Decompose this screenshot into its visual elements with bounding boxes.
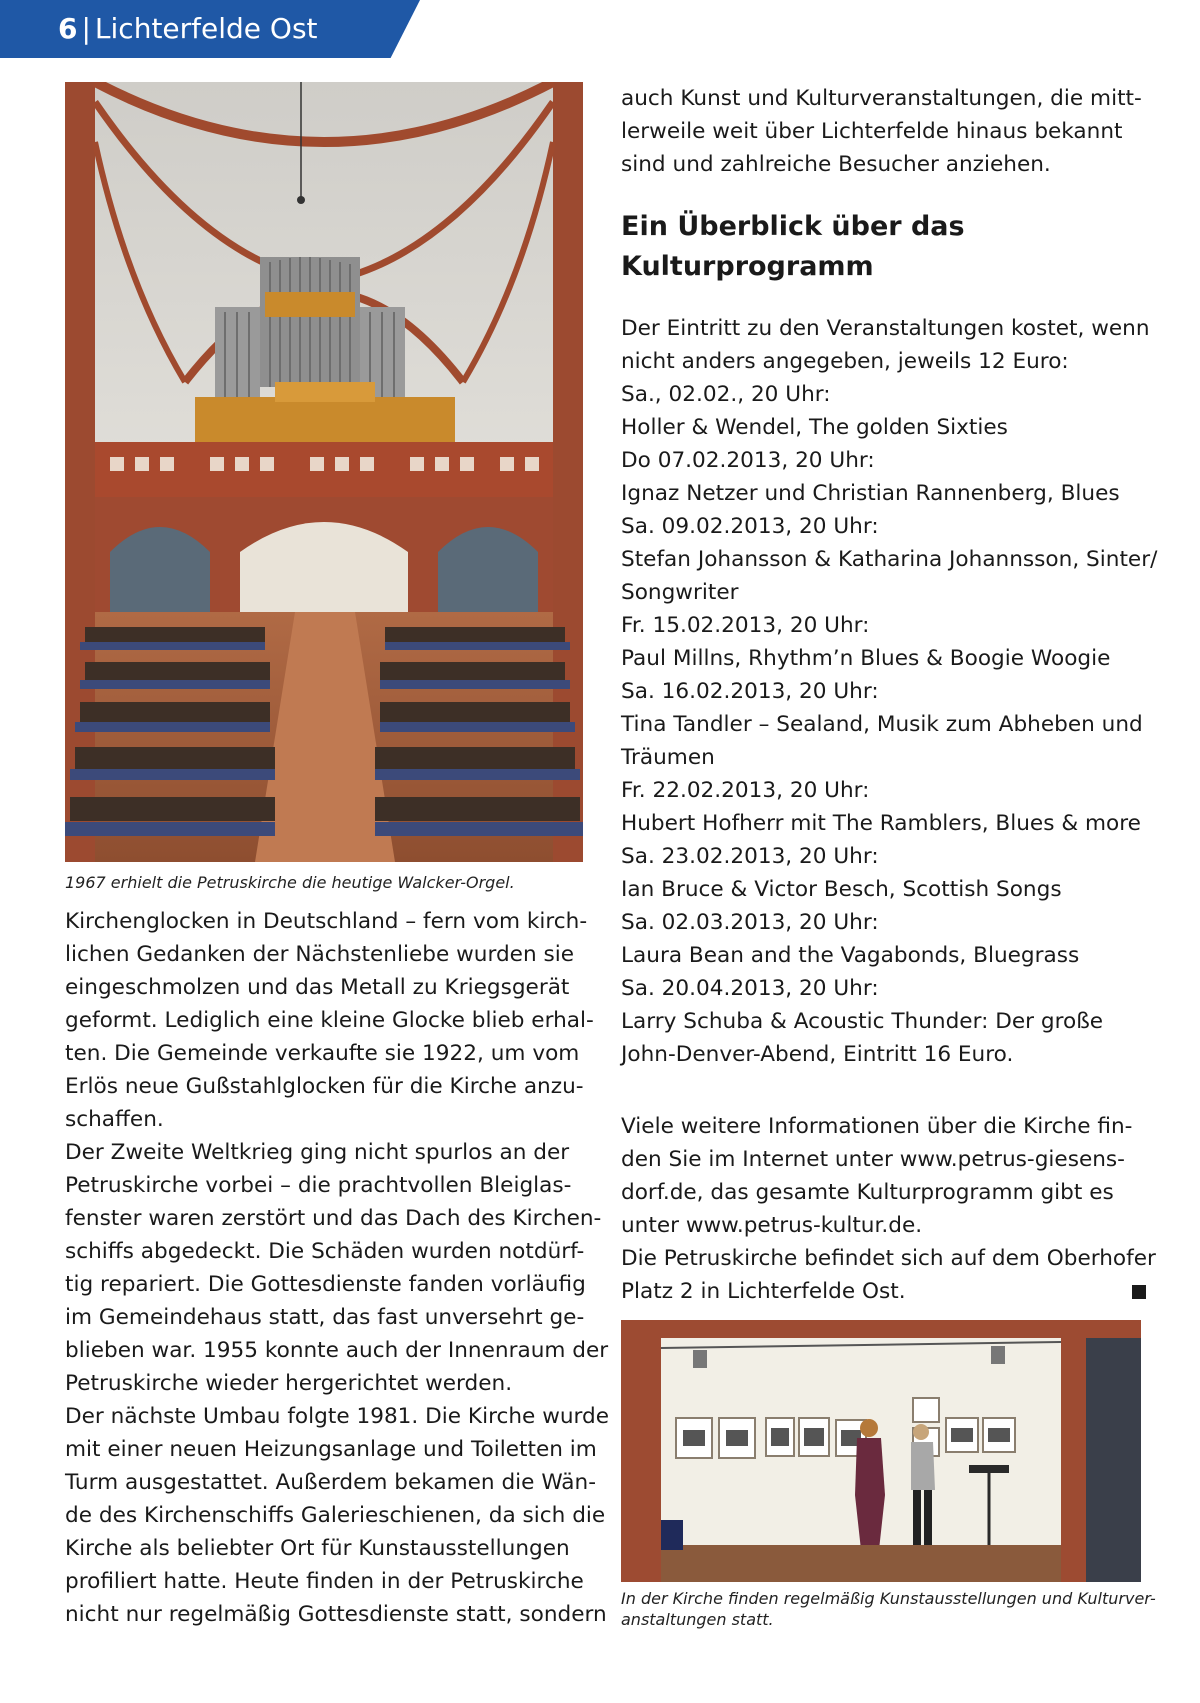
program-list bbox=[621, 312, 1158, 1071]
text-line bbox=[621, 1275, 1146, 1308]
exhibition-photo bbox=[621, 1320, 1141, 1582]
text-line: sind und zahlreiche Besucher anziehen. bbox=[621, 152, 1051, 177]
caption-line: anstaltungen statt. bbox=[621, 1610, 774, 1629]
program-line: Paul Millns, Rhythm’n Blues & Boogie Woogie bbox=[621, 646, 1111, 671]
text-line: Erlös neue Gußstahlglocken für die Kirche anzu- bbox=[65, 1074, 584, 1099]
program-line: Sa., 02.02., 20 Uhr: bbox=[621, 382, 831, 407]
program-line: Tina Tandler – Sealand, Musik zum Abheben und bbox=[621, 712, 1143, 737]
text-line: schiffs abgedeckt. Die Schäden wurden notdürf- bbox=[65, 1239, 585, 1264]
caption-line: In der Kirche finden regelmäßig Kunstausstellungen und Kulturver- bbox=[621, 1589, 1156, 1608]
text-line: Petruskirche vorbei – die prachtvollen Bleiglas- bbox=[65, 1173, 572, 1198]
end-of-article-icon bbox=[1132, 1285, 1146, 1299]
program-line: Ian Bruce & Victor Besch, Scottish Songs bbox=[621, 877, 1062, 902]
heading-line: Ein Überblick über das bbox=[621, 211, 965, 242]
text-line: Kirche als beliebter Ort für Kunstausstellungen bbox=[65, 1536, 570, 1561]
program-line: Sa. 16.02.2013, 20 Uhr: bbox=[621, 679, 879, 704]
text-line: eingeschmolzen und das Metall zu Kriegsgerät bbox=[65, 975, 570, 1000]
text-line: Turm ausgestattet. Außerdem bekamen die Wän- bbox=[65, 1470, 597, 1495]
text-line: blieben war. 1955 konnte auch der Innenraum der bbox=[65, 1338, 609, 1363]
photo-caption-right bbox=[621, 1588, 1156, 1630]
program-line: Stefan Johansson & Katharina Johannsson, Sinter/ bbox=[621, 547, 1158, 572]
program-line: Sa. 23.02.2013, 20 Uhr: bbox=[621, 844, 879, 869]
section-title: Lichterfelde Ost bbox=[94, 12, 318, 45]
text-line: de des Kirchenschiffs Galerieschienen, da sich die bbox=[65, 1503, 606, 1528]
text-line: unter www.petrus-kultur.de. bbox=[621, 1213, 923, 1238]
right-info-text bbox=[621, 1110, 1156, 1308]
text-line: profiliert hatte. Heute finden in der Petruskirche bbox=[65, 1569, 584, 1594]
church-interior-photo bbox=[65, 82, 583, 862]
text-line: dorf.de, das gesamte Kulturprogramm gibt es bbox=[621, 1180, 1114, 1205]
program-line: Sa. 09.02.2013, 20 Uhr: bbox=[621, 514, 879, 539]
photo-caption-left: 1967 erhielt die Petruskirche die heutige Walcker-Orgel. bbox=[65, 873, 515, 892]
program-line: Songwriter bbox=[621, 580, 739, 605]
text-line: fenster waren zerstört und das Dach des Kirchen- bbox=[65, 1206, 602, 1231]
program-line: Fr. 22.02.2013, 20 Uhr: bbox=[621, 778, 870, 803]
program-line: Fr. 15.02.2013, 20 Uhr: bbox=[621, 613, 870, 638]
text-line: im Gemeindehaus statt, das fast unversehrt ge- bbox=[65, 1305, 585, 1330]
text-line: Der nächste Umbau folgte 1981. Die Kirche wurde bbox=[65, 1404, 610, 1429]
text-line: nicht nur regelmäßig Gottesdienste statt, sondern bbox=[65, 1602, 607, 1627]
program-line: Do 07.02.2013, 20 Uhr: bbox=[621, 448, 875, 473]
program-line: Ignaz Netzer und Christian Rannenberg, Blues bbox=[621, 481, 1120, 506]
program-line: Träumen bbox=[621, 745, 715, 770]
page-number: 6 bbox=[58, 12, 78, 45]
text-line: Viele weitere Informationen über die Kirche fin- bbox=[621, 1114, 1133, 1139]
text-line: Petruskirche wieder hergerichtet werden. bbox=[65, 1371, 513, 1396]
program-line: Sa. 20.04.2013, 20 Uhr: bbox=[621, 976, 879, 1001]
left-body-text bbox=[65, 905, 610, 1631]
program-line: Holler & Wendel, The golden Sixties bbox=[621, 415, 1008, 440]
text-line: geformt. Lediglich eine kleine Glocke blieb erhal- bbox=[65, 1008, 594, 1033]
section-heading bbox=[621, 207, 1161, 287]
program-line: Hubert Hofherr mit The Ramblers, Blues & more bbox=[621, 811, 1141, 836]
text-line: den Sie im Internet unter www.petrus-giesens- bbox=[621, 1147, 1125, 1172]
text-line: Kirchenglocken in Deutschland – fern vom kirch- bbox=[65, 909, 588, 934]
program-line: Sa. 02.03.2013, 20 Uhr: bbox=[621, 910, 879, 935]
heading-line: Kulturprogramm bbox=[621, 251, 874, 282]
program-line: Laura Bean and the Vagabonds, Bluegrass bbox=[621, 943, 1080, 968]
text-line: lerweile weit über Lichterfelde hinaus bekannt bbox=[621, 119, 1123, 144]
text-line: auch Kunst und Kulturveranstaltungen, die mitt- bbox=[621, 86, 1142, 111]
text-line: lichen Gedanken der Nächstenliebe wurden sie bbox=[65, 942, 575, 967]
text-line: schaffen. bbox=[65, 1107, 164, 1132]
program-line: nicht anders angegeben, jeweils 12 Euro: bbox=[621, 349, 1069, 374]
text-line: Der Zweite Weltkrieg ging nicht spurlos an der bbox=[65, 1140, 570, 1165]
text-line: mit einer neuen Heizungsanlage und Toiletten im bbox=[65, 1437, 597, 1462]
right-intro-text bbox=[621, 82, 1146, 181]
program-line: Der Eintritt zu den Veranstaltungen kostet, wenn bbox=[621, 316, 1150, 341]
header-separator: | bbox=[81, 12, 91, 45]
page-header bbox=[58, 9, 318, 49]
text-line-content: Platz 2 in Lichterfelde Ost. bbox=[621, 1279, 906, 1304]
text-line: ten. Die Gemeinde verkaufte sie 1922, um vom bbox=[65, 1041, 580, 1066]
program-line: Larry Schuba & Acoustic Thunder: Der große bbox=[621, 1009, 1104, 1034]
text-line: tig repariert. Die Gottesdienste fanden vorläufig bbox=[65, 1272, 586, 1297]
program-line: John-Denver-Abend, Eintritt 16 Euro. bbox=[621, 1042, 1014, 1067]
text-line: Die Petruskirche befindet sich auf dem Oberhofer bbox=[621, 1246, 1156, 1271]
